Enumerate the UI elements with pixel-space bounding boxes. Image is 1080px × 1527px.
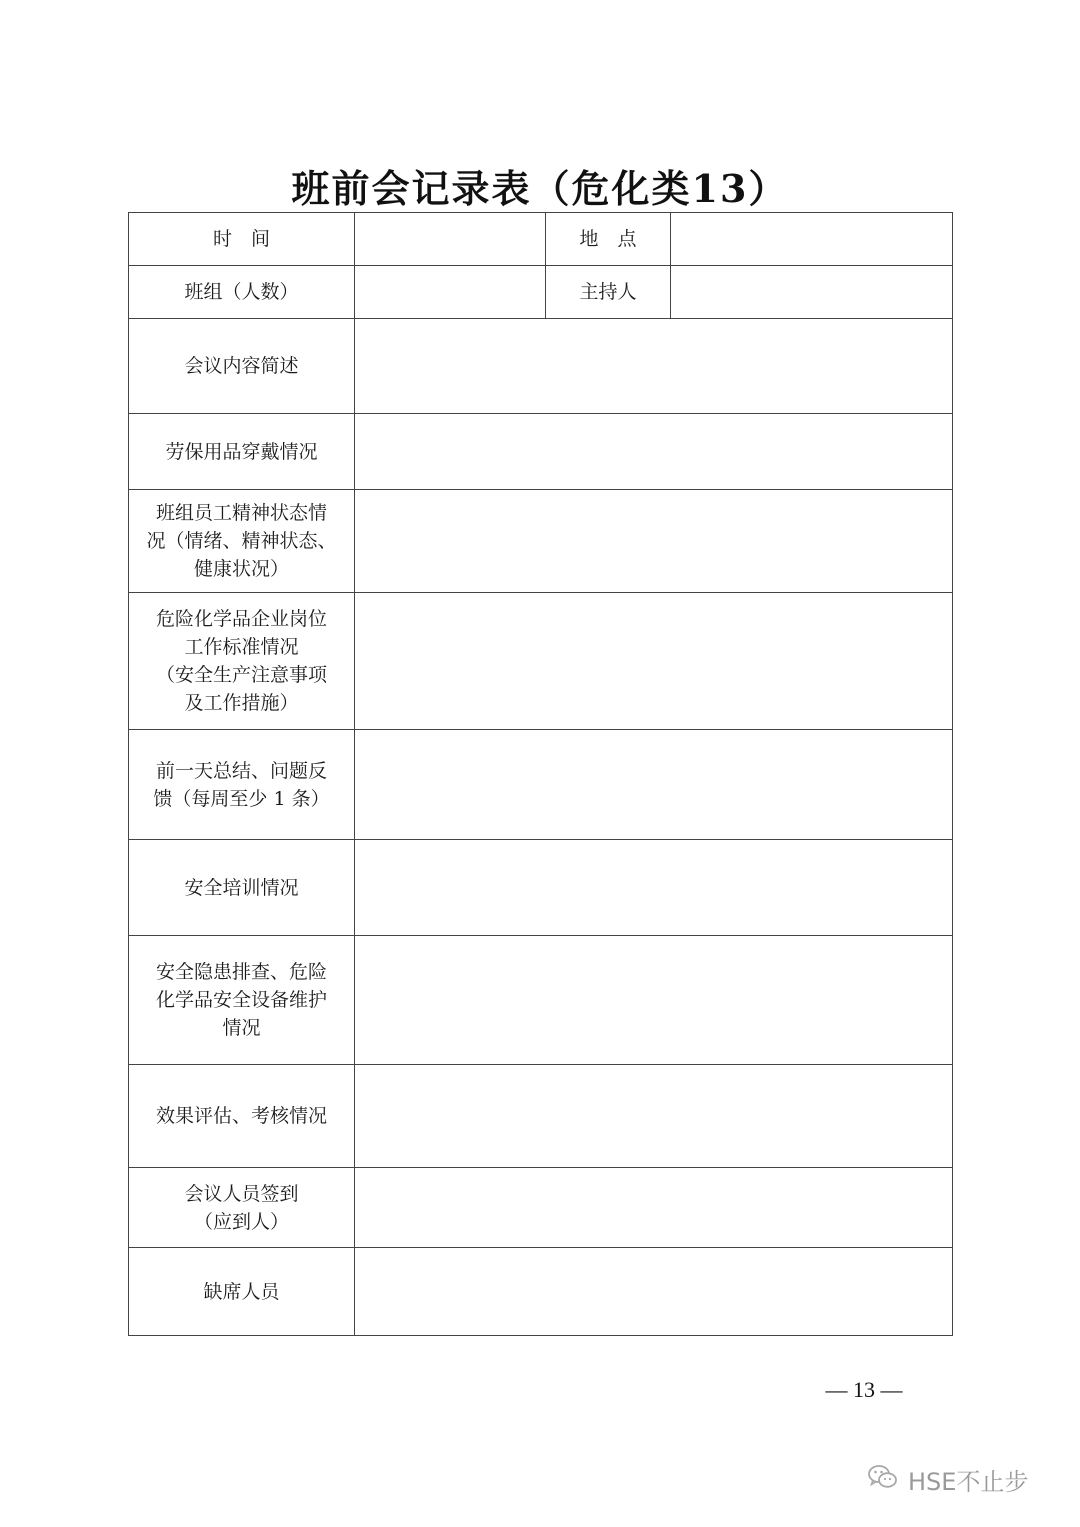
previous-day-summary-field[interactable] [355,730,953,840]
table-row [129,490,953,593]
table-row [129,319,953,414]
table-row [129,414,953,490]
meeting-record-table [128,212,953,1336]
row-label-evaluation: 效果评估、考核情况 [129,1065,355,1168]
ppe-field[interactable] [355,414,953,490]
table-row [129,213,953,266]
row-label-hazard-inspection: 安全隐患排查、危险 化学品安全设备维护 情况 [129,936,355,1065]
row-label-safety-training: 安全培训情况 [129,840,355,936]
place-field[interactable] [671,213,953,266]
page-number: — 13 — [825,1377,903,1402]
absentees-field[interactable] [355,1248,953,1336]
work-standard-field[interactable] [355,593,953,730]
time-field[interactable] [355,213,546,266]
row-label-mental-state: 班组员工精神状态情 况（情绪、精神状态、 健康状况） [129,490,355,593]
table-row [129,936,953,1065]
team-field[interactable] [355,266,546,319]
evaluation-field[interactable] [355,1065,953,1168]
meeting-summary-field[interactable] [355,319,953,414]
row-label-work-standard: 危险化学品企业岗位 工作标准情况 （安全生产注意事项 及工作措施） [129,593,355,730]
table-row [129,266,953,319]
table-row [129,730,953,840]
attendance-sign-in-field[interactable] [355,1168,953,1248]
row-label-previous-day-summary: 前一天总结、问题反 馈（每周至少 1 条） [129,730,355,840]
host-label: 主持人 [546,266,671,319]
table-row [129,1065,953,1168]
host-field[interactable] [671,266,953,319]
table-row [129,1168,953,1248]
table-row [129,593,953,730]
table-row [129,1248,953,1336]
row-label-ppe: 劳保用品穿戴情况 [129,414,355,490]
wechat-icon [868,1464,908,1496]
time-label: 时 间 [129,213,355,266]
row-label-attendance-sign-in: 会议人员签到 （应到人） [129,1168,355,1248]
page-title: 班前会记录表（危化类13） [291,166,789,211]
table-row [129,840,953,936]
watermark [868,1462,1028,1497]
safety-training-field[interactable] [355,840,953,936]
place-label: 地 点 [546,213,671,266]
team-label: 班组（人数） [129,266,355,319]
row-label-absentees: 缺席人员 [129,1248,355,1336]
hazard-inspection-field[interactable] [355,936,953,1065]
mental-state-field[interactable] [355,490,953,593]
row-label-meeting-summary: 会议内容简述 [129,319,355,414]
watermark-text: HSE不止步 [908,1468,1029,1496]
